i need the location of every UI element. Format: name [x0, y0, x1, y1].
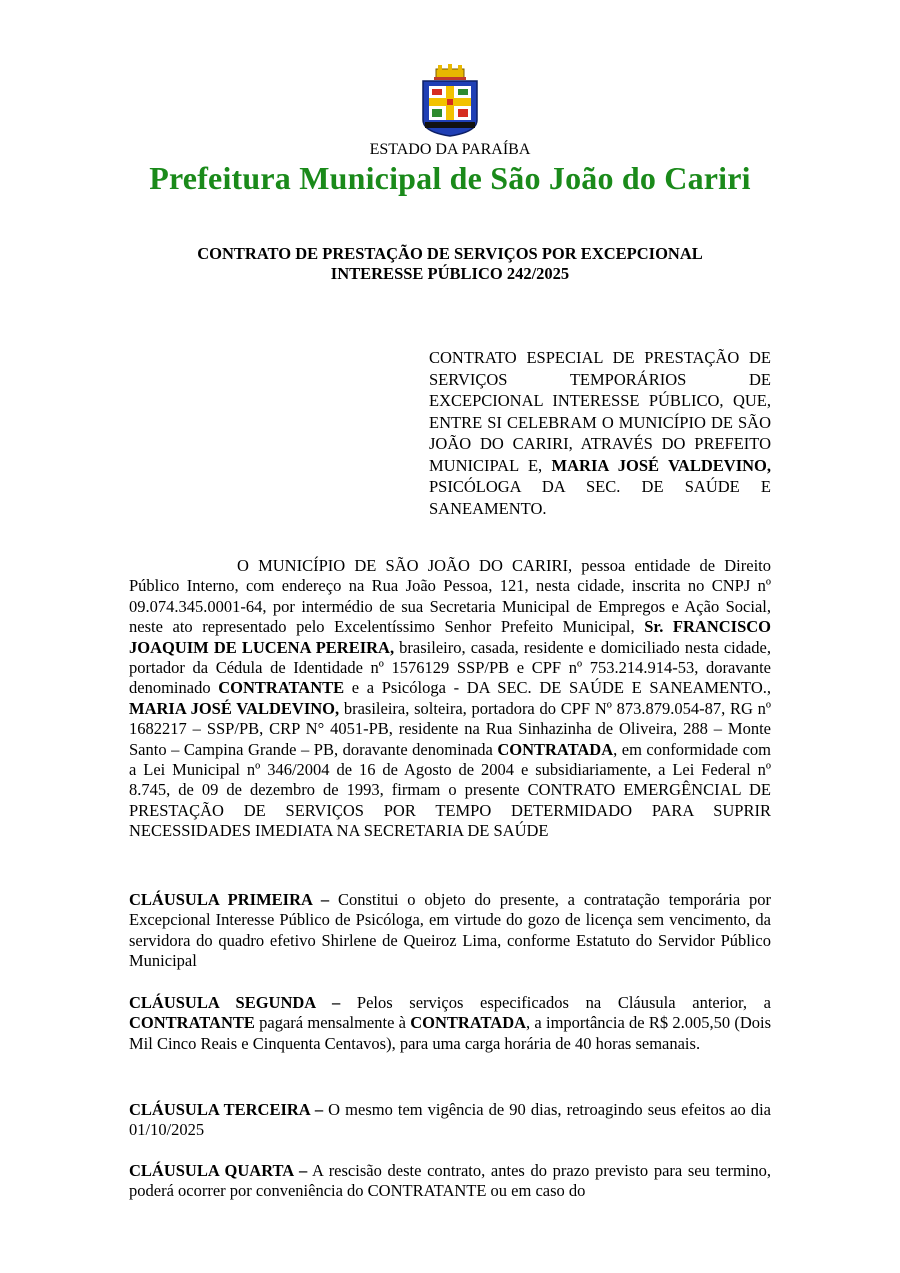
clause-text: , a importância de R$ 2.005,50 (Dois Mil Cinco Reais e Cinquenta Centavos), para uma carga horária de 40 horas semanais.: [129, 1013, 772, 1053]
clause-label: CLÁUSULA TERCEIRA –: [129, 1100, 324, 1119]
contratada-term: CONTRATADA: [497, 739, 614, 759]
contract-title-line1: CONTRATO DE PRESTAÇÃO DE SERVIÇOS POR EXCEPCIONAL: [197, 244, 703, 263]
intro-paragraph: [129, 556, 771, 842]
clause-label: CLÁUSULA PRIMEIRA –: [129, 890, 330, 909]
clause-text: Constitui o objeto do presente, a contratação temporária por Excepcional Interesse Público de Psicóloga, em virtude do gozo de licença sem vencimento, da servidora do quadro efetivo Shirlene de Queiroz Lima, conforme Estatuto do Servidor Público Municipal: [129, 890, 771, 971]
clause-label: CLÁUSULA QUARTA –: [129, 1161, 308, 1180]
clause-text: A rescisão deste contrato, antes do prazo previsto para seu termino, poderá ocorrer por conveniência do CONTRATANTE ou em caso do: [129, 1161, 771, 1201]
intro-text: O MUNICÍPIO DE SÃO JOÃO DO CARIRI, pessoa entidade de Direito Público Interno, com endereço na Rua João Pessoa, 121, nesta cidade, inscrita no CNPJ nº 09.074.345.0001-64, por intermédio de sua Secretaria Municipal de Empregos e Ação Social, neste ato representado pelo Excelentíssimo Senhor Prefeito Municipal,: [129, 556, 771, 637]
summary-text: CONTRATO ESPECIAL DE PRESTAÇÃO DE SERVIÇOS TEMPORÁRIOS DE EXCEPCIONAL INTERESSE PÚBLICO, QUE, ENTRE SI CELEBRAM O MUNICÍPIO DE SÃO JOÃO DO CARIRI, ATRAVÉS DO PREFEITO MUNICIPAL E,: [429, 348, 771, 475]
clause-third: [129, 1100, 771, 1141]
intro-text: brasileira, solteira, portadora do CPF Nº 873.879.054-87, RG nº 1682217 – SSP/PB, CRP N° 4051-PB, residente na Rua Sinhazinha de Oliveira, 288 – Monte Santo – Campina Grande – PB, doravante denominada: [129, 698, 771, 759]
intro-text: brasileiro, casada, residente e domiciliado nesta cidade, portador da Cédula de Identidade nº 1576129 SSP/PB e CPF nº 753.214.914-53, doravante denominado: [129, 637, 771, 698]
clause-text: O mesmo tem vigência de 90 dias, retroagindo seus efeitos ao dia 01/10/2025: [129, 1100, 772, 1140]
intro-text: e a Psicóloga - DA SEC. DE SAÚDE E SANEAMENTO.,: [344, 678, 771, 698]
contracted-name: MARIA JOSÉ VALDEVINO,: [129, 698, 340, 718]
intro-text: , em conformidade com a Lei Municipal nº 346/2004 de 16 de Agosto de 2004 e subsidiariamente, a Lei Federal nº 8.745, de 09 de dezembro de 1993, firmam o presente CONTRATO EMERGÊNCIAL DE PRESTAÇÃO DE SERVIÇOS POR TEMPO DETERMIDADO PARA SUPRIR NECESSIDADES IMEDIATA NA SECRETARIA DE SAÚDE: [129, 739, 771, 841]
municipality-title: Prefeitura Municipal de São João do Cariri: [149, 160, 751, 196]
clause-label: CLÁUSULA SEGUNDA –: [129, 993, 341, 1012]
clause-fourth: [129, 1161, 771, 1202]
contratante-term: CONTRATANTE: [129, 1013, 255, 1033]
contract-title: [0, 244, 900, 284]
state-name: ESTADO DA PARAÍBA: [369, 141, 531, 158]
contract-summary: [429, 347, 771, 519]
municipal-coat-of-arms-icon: [417, 64, 483, 138]
clause-text: pagará mensalmente à: [254, 1013, 411, 1033]
summary-contracted-name: MARIA JOSÉ VALDEVINO,: [551, 455, 771, 475]
contract-title-line2: INTERESSE PÚBLICO 242/2025: [330, 264, 570, 283]
contratada-term: CONTRATADA: [410, 1013, 527, 1033]
summary-text-end: PSICÓLOGA DA SEC. DE SAÚDE E SANEAMENTO.: [429, 477, 771, 518]
clause-first: [129, 890, 771, 972]
contratante-term: CONTRATANTE: [218, 678, 345, 698]
clause-second: [129, 993, 771, 1054]
clause-text: Pelos serviços especificados na Cláusula anterior, a: [340, 993, 772, 1012]
mayor-name: Sr. FRANCISCO JOAQUIM DE LUCENA PEREIRA,: [129, 617, 771, 657]
